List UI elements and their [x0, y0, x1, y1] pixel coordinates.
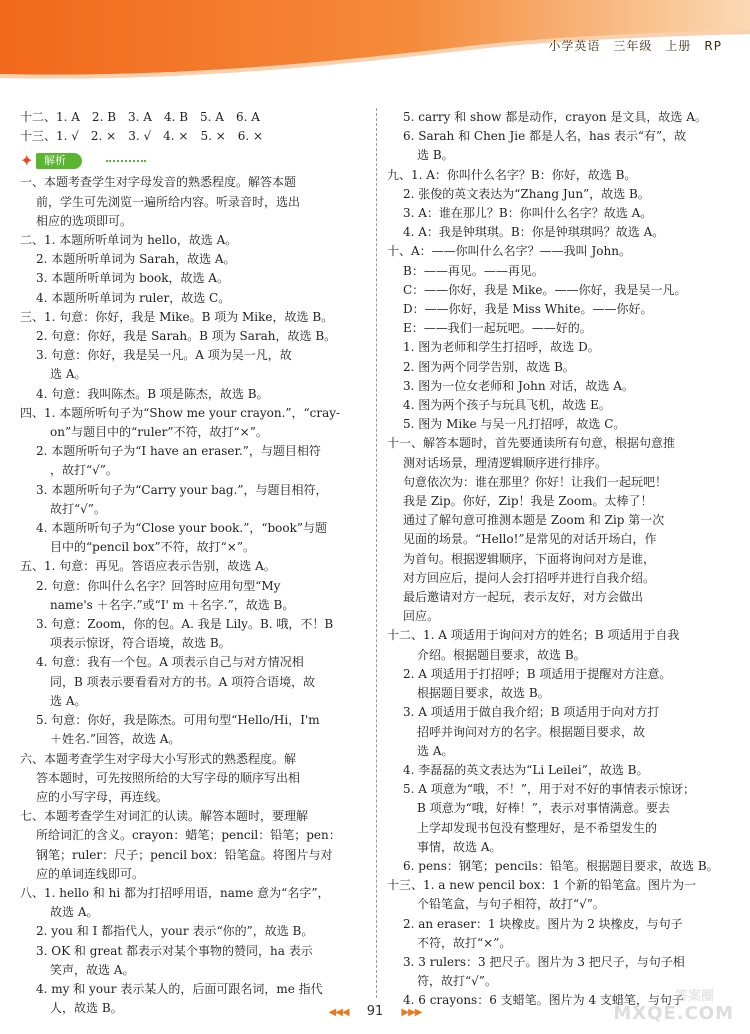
- text-line: 应的单词连线即可。: [36, 866, 145, 881]
- page-number: 91: [366, 1004, 384, 1019]
- text-line: 2. you 和 I 都指代人，your 表示“你的”，故选 B。: [36, 924, 314, 939]
- jiexi-label: 解析: [36, 153, 82, 169]
- text-line: 十、A：——你叫什么名字？——我叫 John。: [387, 244, 631, 259]
- left-column: [20, 108, 365, 1018]
- text-line: on”与题目中的“ruler”不符，故打“×”。: [50, 425, 268, 440]
- text-line: 见面的场景。“Hello!”是常见的对话开场白，作: [403, 532, 657, 547]
- text-line: 笑声，故选 A。: [50, 962, 135, 977]
- text-line: 5. A 项意为“哦，不！”，用于对不好的事情表示惊讶；: [403, 782, 696, 797]
- text-line: 回应。: [403, 609, 440, 624]
- text-line: 3. 句意：Zoom，你的包。A. 我是 Lily。B. 哦，不！B: [36, 617, 334, 632]
- text-line: 2. 本题所听句子为“I have an eraser.”，与题目相符: [36, 444, 321, 459]
- star-icon: ✦: [20, 151, 34, 171]
- text-line: 十二、1. A 2. B 3. A 4. B 5. A 6. A: [20, 110, 260, 124]
- text-line: 介绍。根据题目要求，故选 B。: [417, 647, 586, 662]
- right-column: [387, 108, 727, 1011]
- left-arrows-icon: ◀◀◀: [328, 1007, 349, 1018]
- right-arrows-icon: ▶▶▶: [401, 1007, 422, 1018]
- text-line: 所给词汇的含义。crayon：蜡笔；pencil：铅笔；pen：: [36, 828, 341, 843]
- page-header: [0, 0, 750, 82]
- text-line: 我是 Zip。你好，Zip！我是 Zoom。太棒了！: [403, 494, 653, 509]
- text-line: 不符，故打“×”。: [417, 935, 512, 950]
- text-line: 选 A。: [50, 693, 87, 708]
- text-line: 3. 本题所听单词为 book，故选 A。: [36, 271, 229, 286]
- text-line: 上学却发现书包没有整理好，是不希望发生的: [417, 820, 658, 835]
- text-line: 项表示惊讶，符合语境，故选 B。: [50, 636, 231, 651]
- text-line: 3. A 项适用于做自我介绍；B 项适用于向对方打: [403, 705, 660, 720]
- text-line: 故选 A。: [50, 905, 99, 920]
- text-line: 十三、1. a new pencil box：1 个新的铅笔盒。图片为一: [387, 878, 696, 893]
- text-line: 6. Sarah 和 Chen Jie 都是人名，has 表示“有”，故: [403, 129, 687, 144]
- dotted-rule: [106, 160, 146, 162]
- text-line: 一、本题考查学生对字母发音的熟悉程度。解答本题: [20, 175, 297, 190]
- text-line: name's ＋名字.”或“I' m ＋名字.”，故选 B。: [50, 597, 295, 612]
- text-line: 2. 句意：你叫什么名字？回答时应用句型“My: [36, 578, 281, 593]
- text-line: E：——我们一起玩吧。——好的。: [403, 321, 592, 336]
- text-line: 七、本题考查学生对词汇的认读。解答本题时，要理解: [20, 809, 309, 824]
- text-line: 3. A：谁在那儿？B：你叫什么名字？故选 A。: [403, 206, 653, 221]
- text-line: 四、1. 本题所听句子为“Show me your crayon.”，“cray-: [20, 405, 341, 420]
- text-line: 对方回应后，提问人会打招呼并进行自我介绍。: [403, 570, 656, 585]
- text-line: 三、1. 句意：你好，我是 Mike。B 项为 Mike，故选 B。: [20, 309, 334, 324]
- text-line: 5. 图为 Mike 与吴一凡打招呼，故选 C。: [403, 417, 626, 432]
- column-divider: [376, 108, 377, 998]
- text-line: 前，学生可先浏览一遍所给内容。听录音时，选出: [36, 194, 301, 209]
- text-line: 2. 本题所听单词为 Sarah，故选 A。: [36, 252, 236, 267]
- text-line: 4. A：我是钟琪琪。B：你是钟琪琪吗？故选 A。: [403, 225, 665, 240]
- watermark-bottom-text: MXQE.COM: [613, 1003, 734, 1024]
- text-line: 六、本题考查学生对字母大小写形式的熟悉程度。解: [20, 751, 297, 766]
- text-line: 个铅笔盒，与句子相符，故打“√”。: [417, 897, 605, 912]
- text-line: 测对话场景，理清逻辑顺序进行排序。: [403, 455, 608, 470]
- text-line: 目中的“pencil box”不符，故打“×”。: [50, 540, 255, 555]
- text-line: D：——你好，我是 Miss White。——你好。: [403, 302, 653, 317]
- text-line: 答本题时，可先按照所给的大写字母的顺序写出相: [36, 770, 301, 785]
- text-line: 4. my 和 your 表示某人的，后面可跟名词，me 指代: [36, 981, 323, 996]
- text-line: 故打“√”。: [50, 501, 106, 516]
- text-line: 4. 本题所听句子为“Close your book.”，“book”与题: [36, 521, 328, 536]
- text-line: 钢笔；ruler：尺子；pencil box：铅笔盒。将图片与对: [36, 847, 333, 862]
- watermark: [594, 990, 744, 1030]
- text-line: 招呼并询问对方的名字。根据题目要求，故: [417, 724, 646, 739]
- text-line: 4. 李磊磊的英文表达为“Li Leilei”，故选 B。: [403, 762, 649, 777]
- text-line: 十二、1. A 项适用于询问对方的姓名；B 项适用于自我: [387, 628, 680, 643]
- text-line: 5. carry 和 show 都是动作，crayon 是文具，故选 A。: [403, 110, 707, 124]
- text-line: 4. 6 crayons：6 支蜡笔。图片为 4 支蜡笔，与句子: [403, 993, 684, 1008]
- text-line: ＋姓名.”回答，故选 A。: [50, 732, 181, 747]
- text-line: 八、1. hello 和 hi 都为打招呼用语，name 意为“名字”，: [20, 885, 330, 900]
- text-line: 选 B。: [417, 148, 454, 163]
- text-line: 2. 张俊的英文表达为“Zhang Jun”，故选 B。: [403, 186, 650, 201]
- text-line: 十一、解答本题时，首先要通读所有句意，根据句意推: [387, 436, 676, 451]
- text-line: B：——再见。——再见。: [403, 263, 544, 278]
- text-line: 4. 句意：我有一个包。A 项表示自己与对方情况相: [36, 655, 304, 670]
- text-line: 十三、1. √ 2. × 3. √ 4. × 5. × 6. ×: [20, 129, 264, 144]
- text-line: 3. 本题所听句子为“Carry your bag.”，与题目相符，: [36, 482, 328, 497]
- text-line: 事情，故选 A。: [417, 839, 502, 854]
- text-line: 3. 句意：你好，我是吴一凡。A 项为吴一凡，故: [36, 348, 292, 363]
- text-line: 根据题目要求，故选 B。: [417, 686, 550, 701]
- text-line: 相应的选项即可。: [36, 213, 133, 228]
- text-line: 应的小写字母，再连线。: [36, 789, 169, 804]
- text-line: B 项意为“哦，好棒！”，表示对事情满意。要去: [417, 801, 670, 816]
- text-line: 通过了解句意可推测本题是 Zoom 和 Zip 第一次: [403, 513, 665, 528]
- text-line: 同，B 项表示要看看对方的书。A 项符合语境，故: [50, 674, 316, 689]
- text-line: 2. an eraser：1 块橡皮。图片为 2 块橡皮，与句子: [403, 916, 683, 931]
- text-line: 2. 图为两个同学告别，故选 B。: [403, 359, 575, 374]
- text-line: 4. 图为两个孩子与玩具飞机，故选 E。: [403, 398, 611, 413]
- text-line: 6. pens：钢笔；pencils：铅笔。根据题目要求，故选 B。: [403, 858, 719, 873]
- text-line: 3. OK 和 great 都表示对某个事物的赞同，ha 表示: [36, 943, 313, 958]
- text-line: ，故打“√”。: [50, 463, 118, 478]
- text-line: 句意依次为：谁在那里？你好！让我们一起玩吧！: [403, 474, 668, 489]
- text-line: 最后邀请对方一起玩，表示友好，对方会做出: [403, 590, 644, 605]
- text-line: 4. 本题所听单词为 ruler，故选 C。: [36, 290, 231, 305]
- text-line: 选 A。: [417, 743, 454, 758]
- text-line: 选 A。: [50, 367, 87, 382]
- text-line: 1. 图为老师和学生打招呼，故选 D。: [403, 340, 600, 355]
- jiexi-heading: [20, 151, 365, 171]
- watermark-top-text: 答案圈: [674, 989, 714, 1004]
- text-line: 符，故打“√”。: [417, 974, 497, 989]
- text-line: 九、1. A：你叫什么名字？B：你好，故选 B。: [387, 167, 637, 182]
- text-line: 2. A 项适用于打招呼；B 项适用于提醒对方注意。: [403, 666, 672, 681]
- text-line: 3. 图为一位女老师和 John 对话，故选 A。: [403, 378, 634, 393]
- text-line: C：——你好，我是 Mike。——你好，我是吴一凡。: [403, 282, 687, 297]
- text-line: 5. 句意：你好，我是陈杰。可用句型“Hello/Hi，I'm: [36, 713, 320, 728]
- text-line: 五、1. 句意：再见。答语应表示告别，故选 A。: [20, 559, 276, 574]
- text-line: 二、1. 本题所听单词为 hello，故选 A。: [20, 233, 238, 248]
- text-line: 2. 句意：你好，我是 Sarah。B 项为 Sarah，故选 B。: [36, 329, 337, 344]
- text-line: 为首句。根据逻辑顺序，下面将询问对方是谁，: [403, 551, 656, 566]
- text-line: 人，故选 B。: [50, 1001, 123, 1016]
- header-subject-label: 小学英语 三年级 上册 RP: [548, 39, 722, 53]
- text-line: 3. 3 rulers：3 把尺子。图片为 3 把尺子，与句子相: [403, 954, 685, 969]
- text-line: 4. 句意：我叫陈杰。B 项是陈杰，故选 B。: [36, 386, 269, 401]
